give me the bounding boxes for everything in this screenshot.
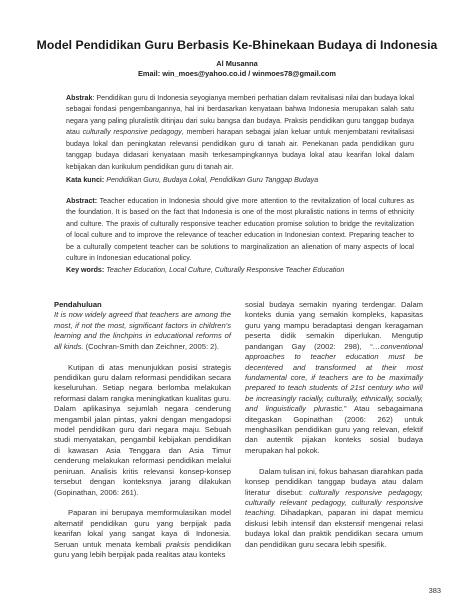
section-heading: Pendahuluan: [54, 300, 102, 309]
right-paragraph-2-a: Dalam tulisan ini, fokus bahasan diarahkan pada konsep pendidikan tanggap budaya atau dalam literatur disebut:: [245, 466, 423, 497]
key-words-line: [66, 265, 414, 276]
right-paragraph-1: [245, 300, 423, 456]
kata-kunci-text: Pendidikan Guru, Budaya Lokal, Pendidikan Guru Tanggap Budaya: [106, 176, 319, 184]
abstrak-paragraph: [66, 93, 414, 173]
abstract-label: Abstract:: [66, 197, 98, 205]
left-column: [54, 300, 231, 560]
abstrak-text-italic: culturally responsive pedagogy: [82, 128, 182, 137]
key-words-text: Teacher Education, Local Culture, Culturally Responsive Teacher Education: [106, 266, 345, 274]
abstrak-block: [66, 93, 414, 173]
abstract-paragraph: [66, 196, 414, 265]
kata-kunci-line: [66, 175, 414, 186]
abstract-block: [66, 196, 414, 265]
opening-quote-cite: (Cochran-Smith dan Zeichner, 2005: 2).: [83, 341, 220, 351]
abstract-text: Teacher education in Indonesia should give more attention to the revitalization of local cultures as the foundation. It is based on the fact that Indonesia is one of the most pluralistic nations in terms of ethnicity and culture. The praxis of culturally responsive teacher education promise solution to bridge the revitalization of local culture and to improve the relevance of teacher education in Indonesian context. Preparing teacher to be a culturally competent teacher can be solutions to marginalization an alienation of many aspects of local culture in Indonesian educational policy.: [66, 197, 414, 263]
key-words-label: Key words:: [66, 266, 105, 274]
author-block: [0, 59, 474, 79]
right-column: [245, 300, 423, 550]
left-paragraph-1: Kutipan di atas menunjukkan posisi strategis pendidikan guru dalam reformasi pendidikan secara keseluruhan. Setiap negara berlomba melakukan reformasi dalam rangka meningkatkan kualitas guru. Dalam aplikasinya sejumlah negara cenderung mengambil jalan pintas, yakni dengan mengadopsi model pendidikan guru dari negara maju. Sebuah studi menyatakan, pengambil kebijakan pendidikan di kawasan Asia Tenggara dan Asia Timur cenderung melakukan reformasi pendidikan melalui peniruan. Analisis kritis relevansi konsep-konsep tersebut dengan konteksnya jarang dilakukan (Gopinathan, 2006: 261).: [54, 362, 231, 497]
paper-title: Model Pendidikan Guru Berbasis Ke-Bhinekaan Budaya di Indonesia: [36, 38, 438, 52]
author-email: Email: win_moes@yahoo.co.id / winmoes78@gmail.com: [138, 69, 336, 79]
kata-kunci-label: Kata kunci:: [66, 176, 105, 184]
right-paragraph-1-a: sosial budaya semakin nyaring terdengar. Dalam konteks dunia yang semakin kompleks, kapasitas guru yang mampu beradaptasi dengan keragaman peserta didik semakin diperlukan. Mengutip pandangan Gay (2002: 298), “: [245, 300, 423, 351]
page-number: 383: [428, 586, 441, 595]
abstrak-label: Abstrak: [66, 94, 93, 102]
right-paragraph-1-b: ” Atau sebagaimana ditegaskan Gopinathan (2006: 262) untuk menghasilkan pendidikan guru yang relevan, efektif dan autentik pijakan konteks sosial budaya merupakan hal pokok.: [245, 404, 423, 455]
left-paragraph-2-b: pendidikan guru yang lebih berpijak pada realitas atau konteks: [54, 539, 231, 560]
author-name: Al Musanna: [216, 59, 258, 68]
right-paragraph-1-italic: …conventional approaches to teacher education must be decentered and transformed at their most fundamental core, if teachers are to be maximally prepared to teach students of 21st century who will be increasingly racially, culturally, ethnically, socially, and linguistically plurastic.: [245, 341, 423, 414]
abstrak-text-b: , memberi harapan sebagai jalan keluar untuk menjembatani revitalisasi budaya lokal dan peningkatan relevansi pendidikan guru di tanah air. Penekanan pada pendidikan guru tanggap budaya didasari kenyataan masih terkesampingkannya budaya lokal atau kearifan lokal dalam kebijakan dan kurikulum pendidikan guru di tanah air.: [66, 128, 415, 171]
opening-quote: [54, 310, 231, 352]
right-paragraph-2-italic: culturally responsive pedagogy, culturally relevant pedagogy, culturally responsive teaching: [245, 487, 424, 518]
opening-quote-text: It is now widely agreed that teachers are among the most, if not the most, significant factors in children's learning and the linchpins in educational reforms of all kinds.: [54, 310, 231, 351]
abstrak-text-a: : Pendidikan guru di Indonesia seyogianya memberi perhatian dalam revitalisasi nilai dan budaya lokal sebagai fondasi pengembangannya, hal ini berdasarkan kenyataan bahwa Indonesia merupakan salah satu negara yang paling pluralistik ditinjau dari suku bangsa dan budaya. Praksis pendidikan guru tanggap budaya atau: [66, 94, 414, 137]
right-paragraph-2-b: . Dihadapkan, paparan ini dapat memicu diskusi lebih intensif dan ekstensif mengenai relasi budaya lokal dan praktik pendidikan secara umum dan pendidikan guru secara lebih spesifik.: [245, 508, 423, 549]
left-paragraph-2: [54, 508, 231, 560]
left-paragraph-2-italic: praksis: [165, 539, 190, 549]
left-paragraph-2-a: Paparan ini berupaya memformulasikan model alternatif pendidikan guru yang berpijak pada kearifan lokal yang sangat kaya di Indonesia. Seruan untuk menata kembali: [54, 508, 231, 549]
right-paragraph-2: [245, 467, 423, 550]
